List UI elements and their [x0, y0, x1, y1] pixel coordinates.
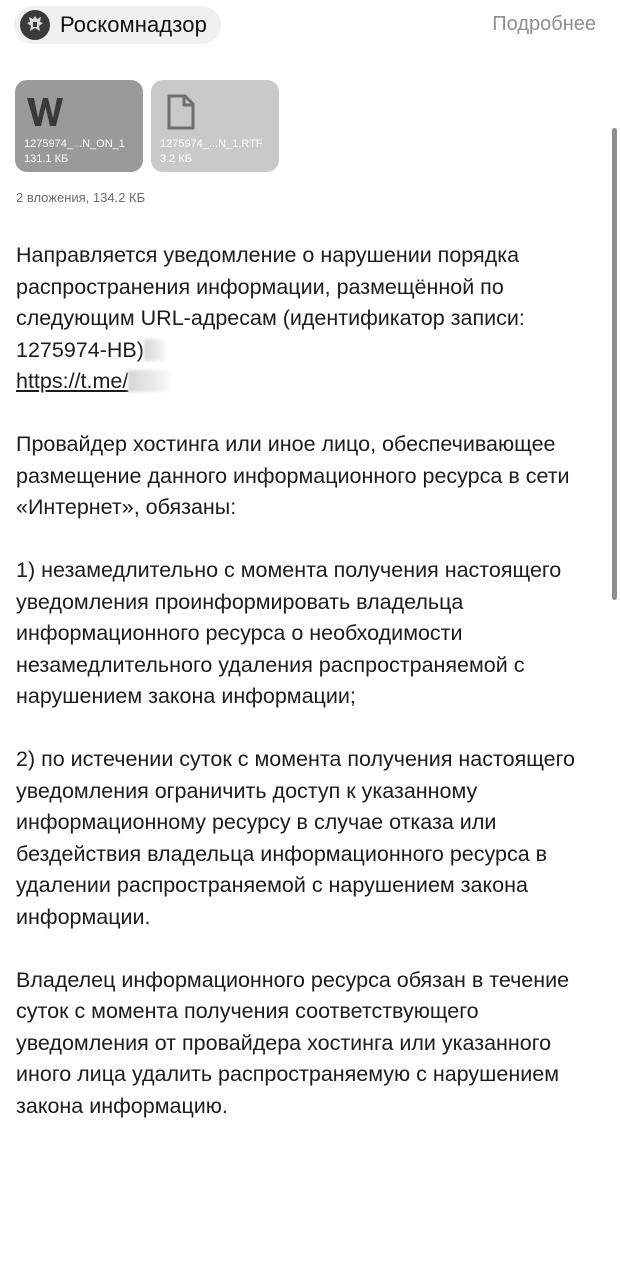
- message-paragraph: [16, 240, 596, 398]
- document-file-icon: [161, 90, 201, 134]
- attachments-row: [15, 80, 279, 172]
- redacted-link: [128, 370, 174, 392]
- message-paragraph: 1) незамедлительно с момента получения настоящего уведомления проинформировать владельца информационного ресурса о необходимости незамедлительного удаления распространяемой с нарушением закона информации;: [16, 558, 562, 708]
- attachment-name: 1275974_...N_1.RTF: [160, 138, 263, 150]
- paragraph-text: Направляется уведомление о нарушении порядка распространения информации, размещённой по следующим URL-адресам (идентификатор записи: 1275974-НВ): [16, 243, 525, 362]
- message-body: [16, 240, 596, 1154]
- scrollbar[interactable]: [612, 128, 617, 600]
- coat-of-arms-icon: [20, 10, 50, 40]
- attachment-size: 131.1 КБ: [24, 153, 69, 165]
- attachments-summary: 2 вложения, 134.2 КБ: [16, 190, 146, 205]
- word-file-icon: [25, 90, 65, 134]
- attachment-card[interactable]: [15, 80, 143, 172]
- attachment-name: 1275974_...N_ON_1: [24, 138, 125, 150]
- message-paragraph: 2) по истечении суток с момента получения настоящего уведомления ограничить доступ к указанному информационному ресурсу в случае отказа или бездействия владельца информационного ресурса в удалении распространяемой с нарушением закона информации.: [16, 747, 575, 929]
- message-paragraph: Владелец информационного ресурса обязан в течение суток с момента получения соответствующего уведомления от провайдера хостинга или указанного иного лица удалить распространяемую с нарушением закона информацию.: [16, 967, 570, 1118]
- url-link[interactable]: https://t.me/: [16, 369, 129, 393]
- details-link[interactable]: Подробнее: [492, 13, 596, 35]
- sender-chip[interactable]: [14, 6, 221, 44]
- message-paragraph: Провайдер хостинга или иное лицо, обеспечивающее размещение данного информационного ресурса в сети «Интернет», обязаны:: [16, 432, 570, 519]
- redacted-text: [144, 339, 168, 361]
- sender-name: Роскомнадзор: [60, 12, 207, 37]
- attachment-size: 3.2 КБ: [160, 153, 192, 165]
- mail-header: [0, 0, 620, 52]
- attachment-card[interactable]: [151, 80, 279, 172]
